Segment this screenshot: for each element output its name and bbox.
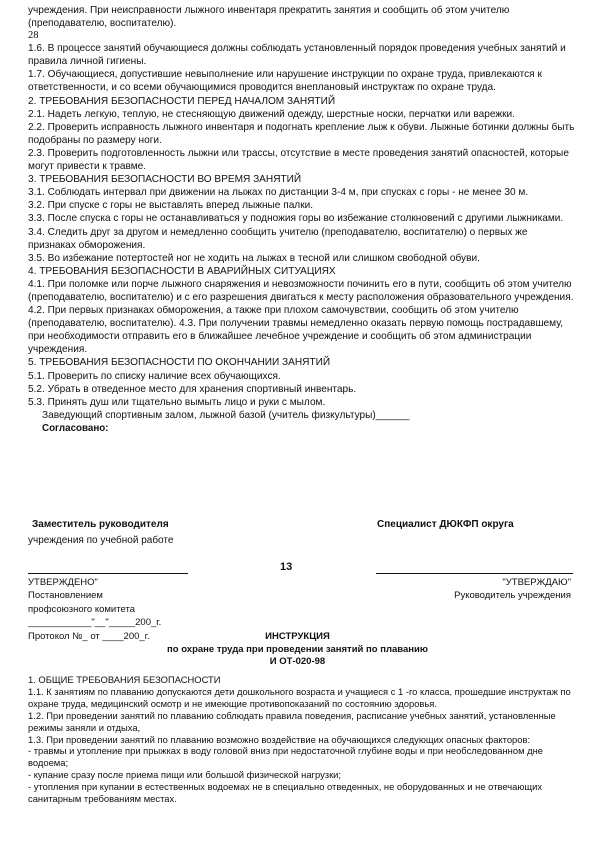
paragraph-1-7: 1.7. Обучающиеся, допустившие невыполнение или нарушение инструкции по охране труда, привлекаются к ответственности, и со всеми обучающимися проводится внеплановый инструктаж по охране труда. — [28, 69, 542, 94]
danger-item: - утопления при купании в естественных водоемах не в специально отведенных, не оборудованных и не отвечающих санитарным требованиям местах. — [28, 781, 543, 805]
paragraph-3-5: 3.5. Во избежание потертостей ног не ходить на лыжах в тесной или слишком свободной обуви. — [28, 252, 480, 264]
paragraph-1-5-end: учреждения. При неисправности лыжного инвентаря прекратить занятия и сообщить об этом учителю (преподавателю, воспитателю). — [28, 5, 510, 30]
approved-line: Постановлением — [28, 590, 103, 602]
section-4-heading: 4. ТРЕБОВАНИЯ БЕЗОПАСНОСТИ В АВАРИЙНЫХ СИТУАЦИЯХ — [28, 265, 336, 277]
danger-item: - травмы и утопление при прыжках в воду головой вниз при недостаточной глубине воды и при необследованном дне водоема; — [28, 745, 543, 769]
paragraph-3-1: 3.1. Соблюдать интервал при движении на лыжах по дистанции 3-4 м, при спусках с горы - не менее 30 м. — [28, 187, 529, 199]
approved-line: УТВЕРЖДЕНО" — [28, 577, 98, 588]
approved-line: профсоюзного комитета — [28, 603, 135, 615]
page-marker: 28 — [28, 30, 39, 42]
divider-left — [28, 573, 188, 574]
paragraph-2-1: 2.1. Надеть легкую, теплую, не стесняющую движений одежду, шерстные носки, перчатки или варежки. — [28, 108, 515, 120]
ski-instruction-continuation — [28, 4, 576, 435]
approve-line: Руководитель учреждения — [454, 590, 571, 602]
title-line: ИНСТРУКЦИЯ — [265, 631, 330, 642]
paragraph-1-1: 1.1. К занятиям по плаванию допускаются дети дошкольного возраста и учащиеся с 1 -го класса, прошедшие инструктаж по охране труда, медицинский осмотр и не имеющие противопоказаний по состоянию здоровья. — [28, 685, 571, 709]
section-3-heading: 3. ТРЕБОВАНИЯ БЕЗОПАСНОСТИ ВО ВРЕМЯ ЗАНЯТИЙ — [28, 174, 302, 186]
swimming-instruction-body — [28, 674, 576, 805]
approve-line: "УТВЕРЖДАЮ" — [502, 577, 571, 588]
approved-line: Протокол №_ от ____200_г. — [28, 630, 150, 642]
paragraph-5-2: 5.2. Убрать в отведенное место для хранения спортивный инвентарь. — [28, 383, 357, 395]
deputy-position-note: учреждения по учебной работе — [28, 535, 174, 546]
danger-item: - купание сразу после приема пищи или большой физической нагрузки; — [28, 769, 342, 781]
document-title — [0, 631, 595, 669]
paragraph-5-3: 5.3. Принять душ или тщательно вымыть лицо и руки с мылом. — [28, 396, 326, 408]
paragraph-1-6: 1.6. В процессе занятий обучающиеся должны соблюдать установленный порядок проведения учебных занятий и правила личной гигиены. — [28, 43, 566, 68]
paragraph-4-1: 4.1. При поломке или порче лыжного снаряжения и невозможности починить его в пути, сообщить об этом учителю (преподавателю, воспитателю) и с его разрешения двигаться к месту расположения образовательного учреждения. — [28, 278, 574, 303]
title-line: И ОТ-020-98 — [269, 656, 326, 667]
paragraph-4-2: 4.2. При первых признаках обморожения, а также при плохом самочувствии, сообщить об этом учителю (преподавателю, воспитателю). 4.3. При получении травмы немедленно оказать первую помощь пострадавшему, при необходимости отправить его в ближайшее лечебное учреждение и сообщить об этом администрации учреждения. — [28, 305, 564, 356]
paragraph-5-1: 5.1. Проверить по списку наличие всех обучающихся. — [28, 370, 281, 382]
approved-line: ____________"__"_____200_г. — [28, 617, 162, 629]
paragraph-1-3: 1.3. При проведении занятий по плаванию возможно воздействие на обучающихся следующих опасных факторов: — [28, 733, 531, 745]
paragraph-1-2: 1.2. При проведении занятий по плаванию соблюдать правила поведения, расписание учебных занятий, установленные режимы заняли и отдыха, — [28, 709, 556, 733]
paragraph-2-2: 2.2. Проверить исправность лыжного инвентаря и подогнать крепление лыж к обуви. Лыжные ботинки должны быть подобраны по размеру ноги. — [28, 121, 575, 146]
section-5-heading: 5. ТРЕБОВАНИЯ БЕЗОПАСНОСТИ ПО ОКОНЧАНИИ ЗАНЯТИЙ — [28, 357, 331, 369]
paragraph-3-2: 3.2. При спуске с горы не выставлять вперед лыжные палки. — [28, 200, 314, 212]
paragraph-2-3: 2.3. Проверить подготовленность лыжни или трассы, отсутствие в месте проведения занятий опасностей, которые могут привести к травме. — [28, 147, 569, 173]
specialist-signature-label: Специалист ДЮКФП округа — [377, 519, 514, 530]
paragraph-3-3: 3.3. После спуска с горы не останавливаться у подножия горы во избежание столкновений с другими лыжниками. — [28, 213, 564, 225]
deputy-signature-label: Заместитель руководителя — [32, 519, 169, 530]
page-number: 13 — [280, 561, 293, 573]
section-1-heading: 1. ОБЩИЕ ТРЕБОВАНИЯ БЕЗОПАСНОСТИ — [28, 674, 221, 685]
agreed-label: Согласовано: — [42, 422, 109, 434]
title-line: по охране труда при проведении занятий по плаванию — [167, 643, 428, 655]
approve-block — [454, 576, 571, 603]
signoff-line: Заведующий спортивным залом, лыжной базой (учитель физкультуры)______ — [42, 409, 410, 421]
section-2-heading: 2. ТРЕБОВАНИЯ БЕЗОПАСНОСТИ ПЕРЕД НАЧАЛОМ ЗАНЯТИЙ — [28, 95, 336, 107]
paragraph-3-4: 3.4. Следить друг за другом и немедленно сообщить учителю (преподавателю, воспитателю) о первых же признаках обморожения. — [28, 226, 528, 251]
divider-right — [376, 573, 573, 574]
